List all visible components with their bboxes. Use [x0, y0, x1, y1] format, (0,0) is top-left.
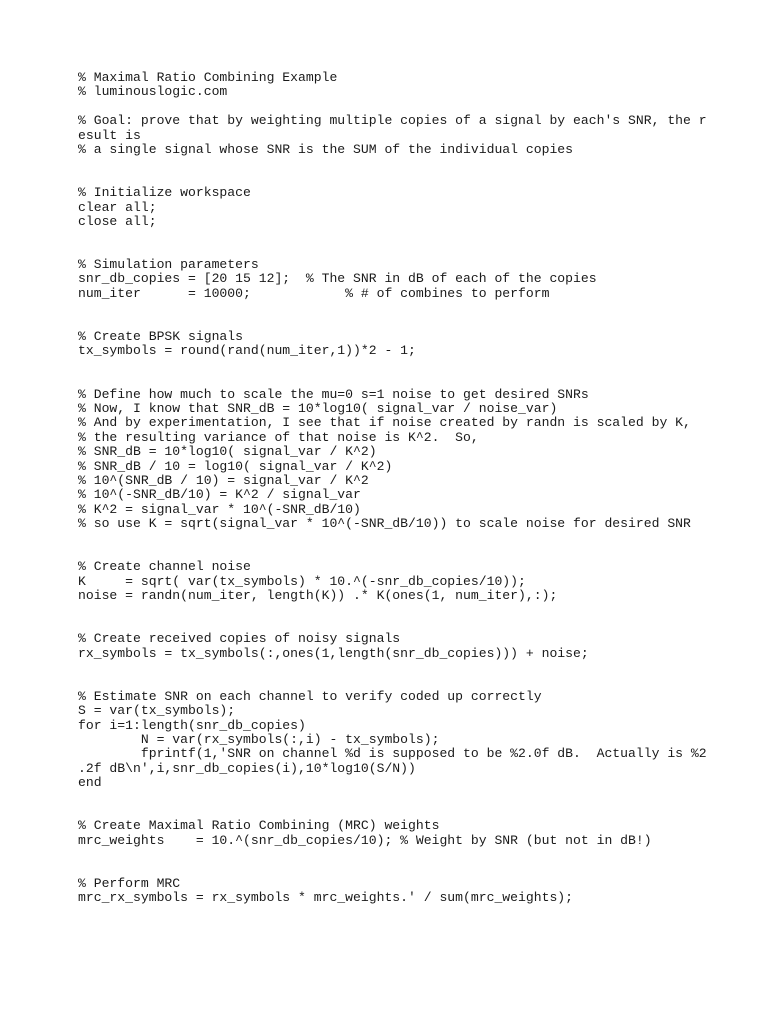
code-line: rx_symbols = tx_symbols(:,ones(1,length(snr_db_copies))) + noise; — [78, 645, 589, 661]
code-line: num_iter = 10000; % # of combines to perform — [78, 285, 550, 301]
code-line: % luminouslogic.com — [78, 84, 228, 100]
blank-line — [78, 791, 698, 805]
blank-line — [78, 157, 698, 171]
code-line: % Maximal Ratio Combining Example — [78, 70, 338, 85]
code-line: % 10^(SNR_dB / 10) = signal_var / K^2 — [78, 472, 369, 488]
code-line: % so use K = sqrt(signal_var * 10^(-SNR_dB/10)) to scale noise for desired SNR — [78, 516, 691, 532]
code-line: % Perform MRC — [78, 875, 181, 891]
code-line: tx_symbols = round(rand(num_iter,1))*2 - 1; — [78, 343, 416, 359]
code-line: K = sqrt( var(tx_symbols) * 10.^(-snr_db_copies/10)); — [78, 573, 526, 589]
blank-line — [78, 848, 698, 862]
code-line: % Simulation parameters — [78, 257, 259, 273]
code-line: mrc_rx_symbols = rx_symbols * mrc_weights.' / sum(mrc_weights); — [78, 890, 574, 906]
blank-line — [78, 373, 698, 387]
code-listing — [78, 70, 707, 906]
blank-line — [78, 532, 698, 546]
blank-line — [78, 244, 698, 258]
code-line: % a single signal whose SNR is the SUM of the individual copies — [78, 141, 574, 157]
code-line: % Create channel noise — [78, 559, 251, 575]
blank-line — [78, 546, 698, 560]
code-line: fprintf(1,'SNR on channel %d is supposed to be %2.0f dB. Actually is %2 — [78, 746, 707, 762]
code-line: snr_db_copies = [20 15 12]; % The SNR in dB of each of the copies — [78, 271, 597, 287]
code-line: % the resulting variance of that noise is K^2. So, — [78, 429, 479, 445]
code-line: % Define how much to scale the mu=0 s=1 noise to get desired SNRs — [78, 386, 589, 402]
code-line: % Create received copies of noisy signals — [78, 631, 401, 647]
blank-line — [78, 661, 698, 675]
code-line: % Estimate SNR on each channel to verify coded up correctly — [78, 688, 542, 704]
blank-line — [78, 316, 698, 330]
code-line: % Now, I know that SNR_dB = 10*log10( signal_var / noise_var) — [78, 400, 558, 416]
blank-line — [78, 862, 698, 876]
code-line: noise = randn(num_iter, length(K)) .* K(ones(1, num_iter),:); — [78, 588, 558, 604]
code-line: % Goal: prove that by weighting multiple copies of a signal by each's SNR, the r — [78, 113, 707, 129]
code-line: S = var(tx_symbols); — [78, 703, 236, 719]
blank-line — [78, 603, 698, 617]
blank-line — [78, 172, 698, 186]
code-line: % Create Maximal Ratio Combining (MRC) weights — [78, 818, 440, 834]
blank-line — [78, 100, 698, 114]
code-line: % Create BPSK signals — [78, 329, 244, 345]
code-line: % And by experimentation, I see that if noise created by randn is scaled by K, — [78, 415, 691, 431]
code-line: close all; — [78, 213, 157, 229]
code-line: end — [78, 775, 102, 791]
code-line: % SNR_dB = 10*log10( signal_var / K^2) — [78, 444, 377, 460]
blank-line — [78, 618, 698, 632]
code-line: .2f dB\n',i,snr_db_copies(i),10*log10(S/N)) — [78, 760, 416, 776]
blank-line — [78, 359, 698, 373]
blank-line — [78, 805, 698, 819]
code-line: % SNR_dB / 10 = log10( signal_var / K^2) — [78, 458, 393, 474]
code-line: N = var(rx_symbols(:,i) - tx_symbols); — [78, 731, 440, 747]
code-line: % 10^(-SNR_dB/10) = K^2 / signal_var — [78, 487, 361, 503]
blank-line — [78, 675, 698, 689]
code-line: clear all; — [78, 199, 157, 215]
code-line: % Initialize workspace — [78, 185, 251, 201]
blank-line — [78, 229, 698, 243]
code-line: mrc_weights = 10.^(snr_db_copies/10); % Weight by SNR (but not in dB!) — [78, 832, 652, 848]
code-line: esult is — [78, 127, 141, 143]
code-line: for i=1:length(snr_db_copies) — [78, 717, 306, 733]
blank-line — [78, 301, 698, 315]
code-line: % K^2 = signal_var * 10^(-SNR_dB/10) — [78, 501, 361, 517]
